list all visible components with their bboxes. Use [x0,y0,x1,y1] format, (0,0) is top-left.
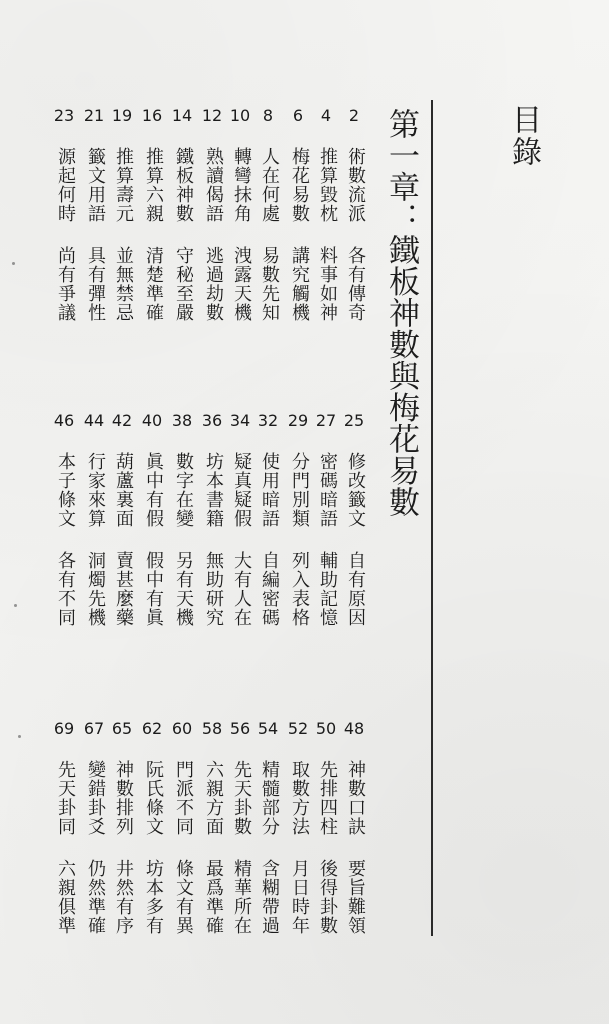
entry-heading-first: 變錯卦爻 [85,760,106,836]
entry-page-number: 52 [287,719,309,738]
entry-heading-first: 密碼暗語 [317,452,338,528]
entry-heading-second: 條文有異 [173,859,194,935]
entry-heading-second: 要旨難領 [345,859,366,935]
entry-heading-second: 易數先知 [259,246,280,322]
entry-page-number: 48 [343,719,365,738]
entry-heading-second: 講究觸機 [289,246,310,322]
entry-heading-first: 鐵板神數 [173,147,194,223]
entry-page-number: 2 [348,106,360,125]
entry-heading-second: 井然有序 [113,859,134,935]
entry-heading-first: 修改籤文 [345,452,366,528]
entry-heading-first: 人在何處 [259,147,280,223]
entry-page-number: 62 [141,719,163,738]
entry-heading-second: 最爲準確 [203,859,224,935]
entry-heading-second: 守秘至嚴 [173,246,194,322]
entry-page-number: 36 [201,411,223,430]
entry-page-number: 27 [315,411,337,430]
entry-heading-first: 先排四柱 [317,760,338,836]
entry-heading-first: 籤文用語 [85,147,106,223]
entry-heading-second: 料事如神 [317,246,338,322]
entry-heading-first: 眞中有假 [143,452,164,528]
entry-heading-first: 本子條文 [55,452,76,528]
entry-heading-second: 列入表格 [289,551,310,627]
entry-page-number: 29 [287,411,309,430]
entry-heading-first: 神數口訣 [345,760,366,836]
entry-heading-first: 葫蘆裏面 [113,452,134,528]
entry-heading-first: 行家來算 [85,452,106,528]
entry-heading-second: 精華所在 [231,859,252,935]
toc-heading: 目錄 [506,104,541,168]
entry-heading-second: 另有天機 [173,551,194,627]
entry-heading-second: 月日時年 [289,859,310,935]
entry-heading-first: 門派不同 [173,760,194,836]
entry-page-number: 60 [171,719,193,738]
entry-heading-second: 含糊帶過 [259,859,280,935]
entry-heading-second: 坊本多有 [143,859,164,935]
entry-heading-first: 六親方面 [203,760,224,836]
entry-heading-first: 熟讀偈語 [203,147,224,223]
entry-page-number: 67 [83,719,105,738]
entry-heading-second: 賣甚麼藥 [113,551,134,627]
entry-page-number: 32 [257,411,279,430]
entry-page-number: 23 [53,106,75,125]
entry-heading-first: 推算六親 [143,147,164,223]
paper-speck [12,262,15,265]
entry-heading-second: 具有彈性 [85,246,106,322]
entry-page-number: 12 [201,106,223,125]
entry-page-number: 65 [111,719,133,738]
paper-speck [18,735,21,738]
entry-heading-second: 並無禁忌 [113,246,134,322]
entry-heading-first: 疑真疑假 [231,452,252,528]
paper-speck [14,604,17,607]
entry-page-number: 10 [229,106,251,125]
entry-heading-first: 取數方法 [289,760,310,836]
entry-page-number: 46 [53,411,75,430]
entry-heading-second: 自編密碼 [259,551,280,627]
entry-page-number: 56 [229,719,251,738]
entry-heading-second: 洩露天機 [231,246,252,322]
entry-heading-second: 輔助記憶 [317,551,338,627]
entry-page-number: 69 [53,719,75,738]
entry-page-number: 44 [83,411,105,430]
entry-heading-second: 假中有眞 [143,551,164,627]
entry-page-number: 25 [343,411,365,430]
entry-heading-second: 無助研究 [203,551,224,627]
entry-page-number: 19 [111,106,133,125]
entry-heading-first: 轉彎抹角 [231,147,252,223]
entry-page-number: 40 [141,411,163,430]
entry-page-number: 14 [171,106,193,125]
entry-heading-first: 坊本書籍 [203,452,224,528]
entry-heading-first: 先天卦同 [55,760,76,836]
entry-heading-second: 自有原因 [345,551,366,627]
entry-heading-second: 尚有爭議 [55,246,76,322]
entry-page-number: 54 [257,719,279,738]
entry-heading-first: 阮氏條文 [143,760,164,836]
entry-heading-first: 神數排列 [113,760,134,836]
entry-page-number: 21 [83,106,105,125]
entry-heading-first: 梅花易數 [289,147,310,223]
entry-heading-second: 逃過劫數 [203,246,224,322]
entry-heading-first: 術數流派 [345,147,366,223]
entry-heading-first: 使用暗語 [259,452,280,528]
entry-heading-first: 先天卦數 [231,760,252,836]
entry-heading-first: 數字在變 [173,452,194,528]
entry-page-number: 50 [315,719,337,738]
entry-heading-second: 各有傳奇 [345,246,366,322]
entry-page-number: 6 [292,106,304,125]
entry-heading-first: 推算毀枕 [317,147,338,223]
entry-heading-second: 後得卦數 [317,859,338,935]
entry-page-number: 58 [201,719,223,738]
entry-page-number: 38 [171,411,193,430]
entry-page-number: 8 [262,106,274,125]
chapter-title: 第一章：鐵板神數與梅花易數 [383,108,419,518]
entry-heading-first: 源起何時 [55,147,76,223]
entry-heading-first: 分門別類 [289,452,310,528]
entry-page-number: 34 [229,411,251,430]
entry-page-number: 16 [141,106,163,125]
entry-heading-second: 大有人在 [231,551,252,627]
entry-heading-first: 推算壽元 [113,147,134,223]
entry-heading-second: 各有不同 [55,551,76,627]
entry-heading-first: 精髓部分 [259,760,280,836]
entry-heading-second: 清楚準確 [143,246,164,322]
entry-page-number: 4 [320,106,332,125]
entry-page-number: 42 [111,411,133,430]
entry-heading-second: 洞燭先機 [85,551,106,627]
entry-heading-second: 六親俱準 [55,859,76,935]
entry-heading-second: 仍然準確 [85,859,106,935]
